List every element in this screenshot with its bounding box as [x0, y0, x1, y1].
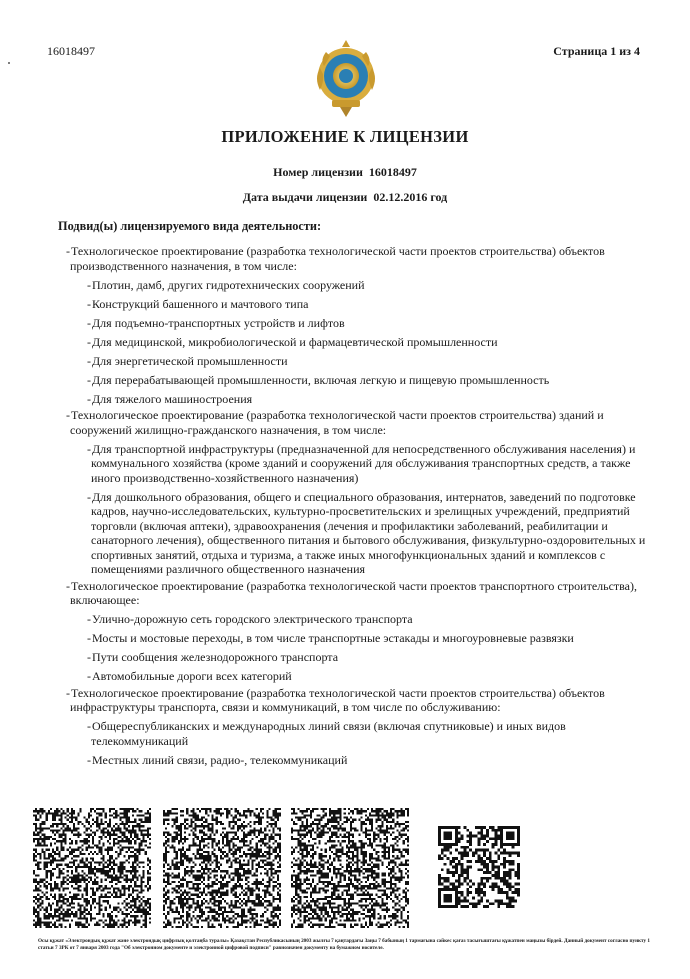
sub-item: - Для подъемно-транспортных устройств и лифтов — [62, 316, 662, 331]
activity-text: - Технологическое проектирование (разработка технологической части проектов строительства) зданий и сооружений жилищно-гражданского назначения, в том числе: — [62, 408, 662, 437]
license-number-label: Номер лицензии — [273, 165, 363, 179]
sub-item: - Плотин, дамб, других гидротехнических сооружений — [62, 278, 662, 293]
sub-item: - Мосты и мостовые переходы, в том числе транспортные эстакады и многоуровневые развязки — [62, 631, 662, 646]
datamatrix-code-icon — [163, 808, 281, 928]
document-number: 16018497 — [47, 44, 95, 58]
scan-speck — [8, 62, 10, 64]
sub-item: - Пути сообщения железнодорожного транспорта — [62, 650, 662, 665]
sub-item: - Конструкций башенного и мачтового типа — [62, 297, 662, 312]
page-title: ПРИЛОЖЕНИЕ К ЛИЦЕНЗИИ — [221, 127, 469, 146]
activity-block — [62, 686, 662, 768]
sub-item: - Для перерабатывающей промышленности, включая легкую и пищевую промышленность — [62, 373, 662, 388]
activity-block — [62, 579, 662, 684]
subtypes-heading: Подвид(ы) лицензируемого вида деятельности: — [58, 219, 322, 233]
issue-date-line — [0, 190, 690, 205]
datamatrix-code-icon — [33, 808, 151, 928]
sub-item: - Местных линий связи, радио-, телекоммуникаций — [62, 753, 662, 768]
sub-item: - Для дошкольного образования, общего и специального образования, интернатов, заведений по подготовке кадров, научно-исследовательских, культурно-просветительских и зрелищных учреждений, предприятий торговли (включая аптеки), здравоохранения (лечения и профилактики заболеваний, реабилитации и санаторного лечения), общественного питания и бытового обслуживания, физкультурно-оздоровительных и спортивных занятий, отдыха и туризма, а также иных многофункциональных зданий и комплексов с помещениями различного общественного назначения — [62, 490, 662, 577]
license-number-value: 16018497 — [368, 165, 417, 179]
sub-item: - Автомобильные дороги всех категорий — [62, 669, 662, 684]
activities-list — [62, 244, 662, 769]
license-number-line — [0, 165, 690, 180]
activity-block — [62, 408, 662, 577]
page-indicator: Страница 1 из 4 — [553, 44, 640, 58]
activity-text: - Технологическое проектирование (разработка технологической части проектов транспортного строительства), включающее: — [62, 579, 662, 608]
issue-date-label: Дата выдачи лицензии — [242, 190, 368, 204]
sub-item: - Общереспубликанских и международных линий связи (включая спутниковые) и иных видов телекоммуникаций — [62, 719, 662, 748]
sub-item: - Для тяжелого машиностроения — [62, 392, 662, 407]
activity-text: - Технологическое проектирование (разработка технологической части проектов строительства) объектов производственного назначения, в том числе: — [62, 244, 662, 273]
sub-item: - Для медицинской, микробиологической и фармацевтической промышленности — [62, 335, 662, 350]
sub-item: - Улично-дорожную сеть городского электрического транспорта — [62, 612, 662, 627]
activity-block — [62, 244, 662, 406]
datamatrix-code-icon — [291, 808, 409, 928]
sub-item: - Для транспортной инфраструктуры (предназначенной для непосредственного обслуживания населения) и коммунального хозяйства (кроме зданий и сооружений для обслуживания транспортных средств, а также иного производственно-хозяйственного назначения) — [62, 442, 662, 486]
issue-date-value: 02.12.2016 год — [373, 190, 448, 204]
verification-codes — [33, 808, 663, 933]
activity-text: - Технологическое проектирование (разработка технологической части проектов строительства) объектов инфраструктуры транспорта, связи и коммуникаций, в том числе по обслуживанию: — [62, 686, 662, 715]
sub-item: - Для энергетической промышленности — [62, 354, 662, 369]
kazakhstan-state-emblem-icon — [314, 38, 378, 118]
qr-code-icon — [438, 826, 520, 908]
legal-footer: Осы құжат «Электрондық құжат және электрондық цифрлық қолтаңба туралы» Қазақстан Республикасының 2003 жылғы 7 қаңтардағы Заңы 7 бабының 1 тармағына сәйкес қағаз тасығыштағы құжатпен маңызы бірдей. Данный документ согласно пункту 1 статьи 7 ЗРК от 7 января 2003 года "Об электронном документе и электронной цифровой подписи" равнозначен документу на бумажном носителе. — [38, 938, 651, 951]
